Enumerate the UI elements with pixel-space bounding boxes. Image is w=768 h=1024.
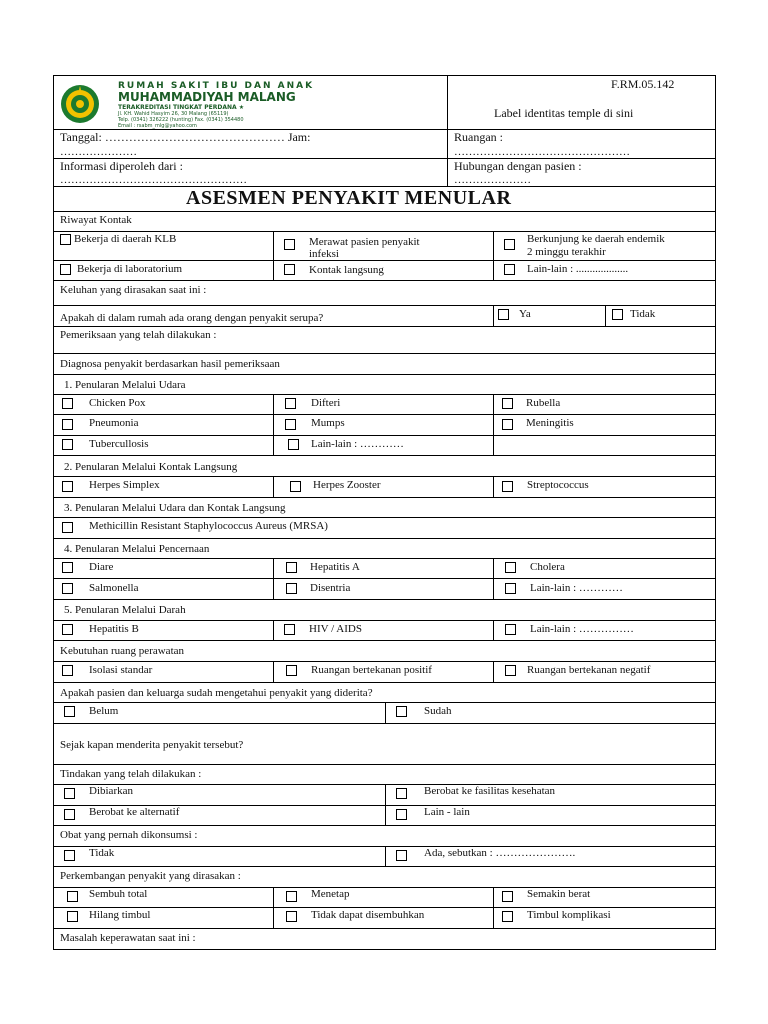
kontak-langsung-label: 2. Penularan Melalui Kontak Langsung: [64, 461, 238, 473]
tindakan-label: Tindakan yang telah dilakukan :: [60, 768, 202, 780]
masalah-label[interactable]: Masalah keperawatan saat ini :: [60, 932, 196, 944]
sejak-label[interactable]: Sejak kapan menderita penyakit tersebut?: [60, 739, 244, 751]
lain-pencernaan-checkbox[interactable]: [505, 583, 516, 594]
row-line: [53, 620, 716, 621]
row-line: [53, 558, 716, 559]
herpes-simplex-checkbox[interactable]: [62, 481, 73, 492]
darah-label: 5. Penularan Melalui Darah: [64, 604, 186, 616]
table-border-top: [53, 75, 716, 76]
chicken-pox-checkbox[interactable]: [62, 398, 73, 409]
meningitis-label: Meningitis: [526, 417, 574, 429]
row-line: [53, 578, 716, 579]
rubella-checkbox[interactable]: [502, 398, 513, 409]
sudah-checkbox[interactable]: [396, 706, 407, 717]
dibiarkan-checkbox[interactable]: [64, 788, 75, 799]
semakin-berat-label: Semakin berat: [527, 888, 591, 900]
sudah-label: Sudah: [424, 705, 452, 717]
col-line: [493, 887, 494, 928]
address-text: Jl. KH. Wahid Hasyim 26, 30 Malang (65119): [118, 111, 229, 117]
lain-pencernaan-label: Lain-lain : …………: [530, 582, 623, 594]
informasi-dots: ……………………………………………: [60, 174, 247, 186]
merawat-label-1: Merawat pasien penyakit: [309, 236, 420, 248]
col-line: [493, 620, 494, 640]
berkunjung-label-2: 2 minggu terakhir: [527, 246, 606, 258]
hilang-timbul-label: Hilang timbul: [89, 909, 151, 921]
label-identity-text: Label identitas temple di sini: [494, 106, 634, 120]
row-line: [53, 305, 716, 306]
chicken-pox-label: Chicken Pox: [89, 397, 146, 409]
hepatitis-b-checkbox[interactable]: [62, 624, 73, 635]
hospital-name-line2: MUHAMMADIYAH MALANG: [118, 90, 296, 104]
row-line: [53, 907, 716, 908]
isolasi-label: Isolasi standar: [89, 664, 153, 676]
row-line: [53, 211, 716, 212]
streptococcus-checkbox[interactable]: [502, 481, 513, 492]
semakin-berat-checkbox[interactable]: [502, 891, 513, 902]
col-line: [385, 702, 386, 723]
herpes-simplex-label: Herpes Simplex: [89, 479, 160, 491]
obat-tidak-label: Tidak: [89, 847, 115, 859]
pemeriksaan-label[interactable]: Pemeriksaan yang telah dilakukan :: [60, 329, 217, 341]
row-line: [53, 260, 716, 261]
phone-text: Telp. (0341) 326222 (hunting) Fax. (0341) 354480: [118, 117, 244, 123]
obat-label: Obat yang pernah dikonsumsi :: [60, 829, 198, 841]
mrsa-checkbox[interactable]: [62, 522, 73, 533]
kebutuhan-label: Kebutuhan ruang perawatan: [60, 645, 185, 657]
hiv-checkbox[interactable]: [284, 624, 295, 635]
riwayat-label: Riwayat Kontak: [60, 214, 132, 226]
sembuh-label: Sembuh total: [89, 888, 148, 900]
col-line: [273, 394, 274, 455]
row-line: [53, 374, 716, 375]
belum-label: Belum: [89, 705, 119, 717]
positif-checkbox[interactable]: [286, 665, 297, 676]
positif-label: Ruangan bertekanan positif: [311, 664, 432, 676]
obat-ada-checkbox[interactable]: [396, 850, 407, 861]
table-border-bottom: [53, 949, 716, 950]
dibiarkan-label: Dibiarkan: [89, 785, 133, 797]
lain-udara-label: Lain-lain : …………: [311, 438, 404, 450]
kontak-checkbox[interactable]: [284, 264, 295, 275]
col-line: [605, 305, 606, 326]
col-line: [493, 231, 494, 280]
row-line: [53, 517, 716, 518]
col-line: [493, 394, 494, 455]
perkembangan-label: Perkembangan penyakit yang dirasakan :: [60, 870, 241, 882]
row-line: [53, 825, 716, 826]
cholera-checkbox[interactable]: [505, 562, 516, 573]
cholera-label: Cholera: [530, 561, 565, 573]
lain-tindakan-checkbox[interactable]: [396, 809, 407, 820]
row-line: [53, 353, 716, 354]
col-line: [273, 476, 274, 497]
lab-label: Bekerja di laboratorium: [77, 263, 183, 275]
hepatitis-a-checkbox[interactable]: [286, 562, 297, 573]
col-line: [273, 558, 274, 599]
row-line: [53, 497, 716, 498]
difteri-checkbox[interactable]: [285, 398, 296, 409]
alternatif-label: Berobat ke alternatif: [89, 806, 180, 818]
mumps-checkbox[interactable]: [285, 419, 296, 430]
mrsa-label: Methicillin Resistant Staphylococcus Aureus (MRSA): [89, 520, 328, 532]
obat-tidak-checkbox[interactable]: [64, 850, 75, 861]
hepatitis-b-label: Hepatitis B: [89, 623, 139, 635]
obat-ada-label: Ada, sebutkan : ………………….: [424, 847, 576, 859]
row-line: [53, 764, 716, 765]
table-border-right: [715, 75, 716, 950]
menetap-label: Menetap: [311, 888, 350, 900]
row-line: [53, 414, 716, 415]
rumah-question: Apakah di dalam rumah ada orang dengan penyakit serupa?: [60, 312, 324, 324]
lain-tindakan-label: Lain - lain: [424, 806, 470, 818]
herpes-zooster-checkbox[interactable]: [290, 481, 301, 492]
tbc-checkbox[interactable]: [62, 439, 73, 450]
merawat-label-2: infeksi: [309, 248, 339, 260]
table-border-left: [53, 75, 54, 950]
disentria-label: Disentria: [310, 582, 351, 594]
tidak-sembuh-label: Tidak dapat disembuhkan: [311, 909, 425, 921]
tanggal-dots: …………………: [60, 146, 137, 158]
lain-darah-checkbox[interactable]: [505, 624, 516, 635]
diagnosa-label: Diagnosa penyakit berdasarkan hasil pemeriksaan: [60, 358, 280, 370]
tbc-label: Tubercullosis: [89, 438, 149, 450]
isolasi-checkbox[interactable]: [62, 665, 73, 676]
streptococcus-label: Streptococcus: [527, 479, 589, 491]
salmonella-checkbox[interactable]: [62, 583, 73, 594]
col-line: [273, 620, 274, 640]
berkunjung-label-1: Berkunjung ke daerah endemik: [527, 233, 665, 245]
alternatif-checkbox[interactable]: [64, 809, 75, 820]
col-line: [493, 476, 494, 497]
row-line: [53, 640, 716, 641]
row-line: [53, 538, 716, 539]
header-divider: [447, 75, 448, 186]
ruangan-dots: …………………………………………: [454, 146, 630, 158]
col-line: [273, 887, 274, 928]
row-line: [53, 723, 716, 724]
klb-checkbox[interactable]: [60, 234, 71, 245]
ya-label: Ya: [519, 308, 531, 320]
ya-checkbox[interactable]: [498, 309, 509, 320]
berkunjung-checkbox[interactable]: [504, 239, 515, 250]
kontak-label: Kontak langsung: [309, 264, 384, 276]
row-line: [53, 435, 716, 436]
col-line: [493, 305, 494, 326]
udara-kontak-label: 3. Penularan Melalui Udara dan Kontak Langsung: [64, 502, 286, 514]
col-line: [273, 231, 274, 280]
diare-checkbox[interactable]: [62, 562, 73, 573]
hubungan-dots: …………………: [454, 174, 531, 186]
row-line: [53, 661, 716, 662]
lain-riwayat-checkbox[interactable]: [504, 264, 515, 275]
negatif-checkbox[interactable]: [505, 665, 516, 676]
meningitis-checkbox[interactable]: [502, 419, 513, 430]
lain-riwayat-label: Lain-lain : ...................: [527, 263, 629, 275]
informasi-label[interactable]: Informasi diperoleh dari :: [60, 159, 183, 173]
col-line: [385, 784, 386, 825]
keluhan-label[interactable]: Keluhan yang dirasakan saat ini :: [60, 284, 207, 296]
row-line: [53, 887, 716, 888]
sembuh-checkbox[interactable]: [67, 891, 78, 902]
menetap-checkbox[interactable]: [286, 891, 297, 902]
col-line: [493, 558, 494, 599]
disentria-checkbox[interactable]: [286, 583, 297, 594]
lain-udara-checkbox[interactable]: [288, 439, 299, 450]
mengetahui-label: Apakah pasien dan keluarga sudah mengetahui penyakit yang diderita?: [60, 687, 373, 699]
negatif-label: Ruangan bertekanan negatif: [527, 664, 651, 676]
hiv-label: HIV / AIDS: [309, 623, 362, 635]
rubella-label: Rubella: [526, 397, 561, 409]
row-line: [53, 599, 716, 600]
herpes-zooster-label: Herpes Zooster: [313, 479, 381, 491]
tidak-label: Tidak: [630, 308, 656, 320]
row-line: [53, 682, 716, 683]
email-text: Email : rsabm_mlg@yahoo.com: [118, 123, 197, 129]
pneumonia-label: Pneumonia: [89, 417, 139, 429]
col-line: [273, 661, 274, 682]
hospital-logo-icon: [60, 84, 100, 124]
row-line: [53, 476, 716, 477]
fasilitas-label: Berobat ke fasilitas kesehatan: [424, 785, 556, 797]
accreditation-text: TERAKREDITASI TINGKAT PERDANA ★: [118, 104, 245, 111]
col-line: [385, 846, 386, 866]
row-line: [53, 231, 716, 232]
fasilitas-checkbox[interactable]: [396, 788, 407, 799]
row-line: [53, 928, 716, 929]
lain-darah-label: Lain-lain : ……………: [530, 623, 634, 635]
row-line: [53, 455, 716, 456]
hepatitis-a-label: Hepatitis A: [310, 561, 360, 573]
komplikasi-checkbox[interactable]: [502, 911, 513, 922]
pneumonia-checkbox[interactable]: [62, 419, 73, 430]
row-line: [53, 866, 716, 867]
page-title: ASESMEN PENYAKIT MENULAR: [186, 187, 512, 209]
lab-checkbox[interactable]: [60, 264, 71, 275]
hospital-name-line1: RUMAH SAKIT IBU DAN ANAK: [118, 81, 315, 91]
tidak-sembuh-checkbox[interactable]: [286, 911, 297, 922]
row-line: [53, 280, 716, 281]
col-line: [493, 661, 494, 682]
hilang-timbul-checkbox[interactable]: [67, 911, 78, 922]
row-line: [53, 326, 716, 327]
diare-label: Diare: [89, 561, 114, 573]
difteri-label: Difteri: [311, 397, 341, 409]
salmonella-label: Salmonella: [89, 582, 139, 594]
komplikasi-label: Timbul komplikasi: [527, 909, 611, 921]
hubungan-label[interactable]: Hubungan dengan pasien :: [454, 159, 582, 173]
mumps-label: Mumps: [311, 417, 345, 429]
tanggal-label[interactable]: Tanggal: ……………………………………… Jam:: [60, 130, 311, 144]
udara-label: 1. Penularan Melalui Udara: [64, 379, 186, 391]
merawat-checkbox[interactable]: [284, 239, 295, 250]
klb-label: Bekerja di daerah KLB: [74, 233, 177, 245]
belum-checkbox[interactable]: [64, 706, 75, 717]
tidak-checkbox[interactable]: [612, 309, 623, 320]
pencernaan-label: 4. Penularan Melalui Pencernaan: [64, 543, 210, 555]
ruangan-label[interactable]: Ruangan :: [454, 130, 503, 144]
row-line: [53, 394, 716, 395]
form-code: F.RM.05.142: [611, 77, 675, 91]
